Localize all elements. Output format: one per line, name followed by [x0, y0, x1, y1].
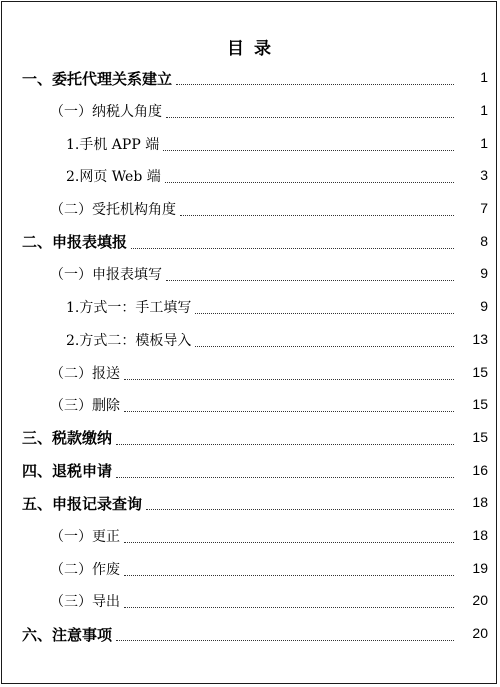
toc-entry[interactable]: [0, 454, 500, 487]
toc-dot-leader: [124, 410, 454, 412]
toc-dot-leader: [166, 279, 454, 281]
toc-entry-label: （一）纳税人角度: [50, 104, 162, 121]
toc-dot-leader: [166, 116, 454, 118]
toc-entry-label: （二）受托机构角度: [50, 202, 176, 219]
toc-entry-page-number: 1: [480, 69, 488, 86]
toc-entry[interactable]: [0, 291, 500, 324]
toc-entry-label: 2.方式二：模板导入: [66, 332, 192, 349]
toc-entry[interactable]: [0, 324, 500, 357]
toc-entry-label: （三）导出: [50, 594, 120, 611]
toc-entry[interactable]: [0, 618, 500, 651]
toc-entry-page-number: 1: [480, 134, 488, 151]
toc-entry-label: （一）申报表填写: [50, 267, 162, 284]
toc-entry-page-number: 9: [480, 265, 488, 282]
toc-entry-label: 四、退税申请: [22, 462, 113, 481]
toc-entry-label: 一、委托代理关系建立: [22, 69, 173, 88]
toc-dot-leader: [124, 574, 454, 576]
toc-entry-label: 六、注意事项: [22, 625, 113, 644]
toc-entry-label: 三、税款缴纳: [22, 429, 113, 448]
toc-dot-leader: [163, 149, 454, 151]
toc-entry-label: （二）作废: [50, 561, 120, 578]
toc-entry-page-number: 19: [472, 559, 488, 576]
toc-dot-leader: [124, 378, 454, 380]
toc-entry-label: 1.方式一：手工填写: [66, 300, 192, 317]
toc-entry[interactable]: [0, 258, 500, 291]
toc-entry-page-number: 13: [472, 330, 488, 347]
toc-entry[interactable]: [0, 422, 500, 455]
toc-entry[interactable]: [0, 193, 500, 226]
toc-entry-label: （一）更正: [50, 528, 120, 545]
toc-entry-label: 1.手机 APP 端: [66, 136, 160, 153]
toc-dot-leader: [116, 639, 454, 641]
toc-dot-leader: [180, 214, 454, 216]
toc-entry-page-number: 18: [472, 494, 488, 511]
toc-entry-page-number: 16: [472, 461, 488, 478]
toc-entry[interactable]: [0, 62, 500, 95]
toc-entry-page-number: 9: [480, 298, 488, 315]
toc-entry[interactable]: [0, 585, 500, 618]
toc-entry[interactable]: [0, 127, 500, 160]
toc-entry[interactable]: [0, 160, 500, 193]
toc-entry-page-number: 1: [480, 102, 488, 119]
toc-dot-leader: [116, 476, 454, 478]
toc-dot-leader: [146, 508, 454, 510]
toc-entry-page-number: 15: [472, 428, 488, 445]
toc-dot-leader: [116, 443, 454, 445]
toc-entry-page-number: 7: [480, 200, 488, 217]
toc-dot-leader: [165, 181, 454, 183]
toc-entry[interactable]: [0, 389, 500, 422]
toc-entry[interactable]: [0, 95, 500, 128]
toc-entry[interactable]: [0, 520, 500, 553]
toc-entry-page-number: 15: [472, 396, 488, 413]
toc-entry[interactable]: [0, 552, 500, 585]
toc-entry-page-number: 8: [480, 232, 488, 249]
toc-dot-leader: [124, 541, 454, 543]
toc-list: [0, 62, 500, 650]
toc-entry-page-number: 18: [472, 526, 488, 543]
toc-entry-label: 五、申报记录查询: [22, 494, 143, 513]
toc-dot-leader: [176, 83, 454, 85]
toc-dot-leader: [131, 247, 454, 249]
toc-title: 目 录: [227, 39, 273, 59]
toc-entry[interactable]: [0, 487, 500, 520]
toc-entry-label: 2.网页 Web 端: [66, 169, 161, 186]
toc-entry-page-number: 3: [480, 167, 488, 184]
toc-entry-label: （三）删除: [50, 398, 120, 415]
toc-entry[interactable]: [0, 356, 500, 389]
toc-entry-label: （二）报送: [50, 365, 120, 382]
toc-dot-leader: [195, 345, 454, 347]
toc-dot-leader: [195, 312, 454, 314]
toc-entry-label: 二、申报表填报: [22, 233, 128, 252]
toc-dot-leader: [124, 606, 454, 608]
toc-entry[interactable]: [0, 225, 500, 258]
toc-entry-page-number: 15: [472, 363, 488, 380]
toc-entry-page-number: 20: [472, 592, 488, 609]
toc-entry-page-number: 20: [472, 625, 488, 642]
